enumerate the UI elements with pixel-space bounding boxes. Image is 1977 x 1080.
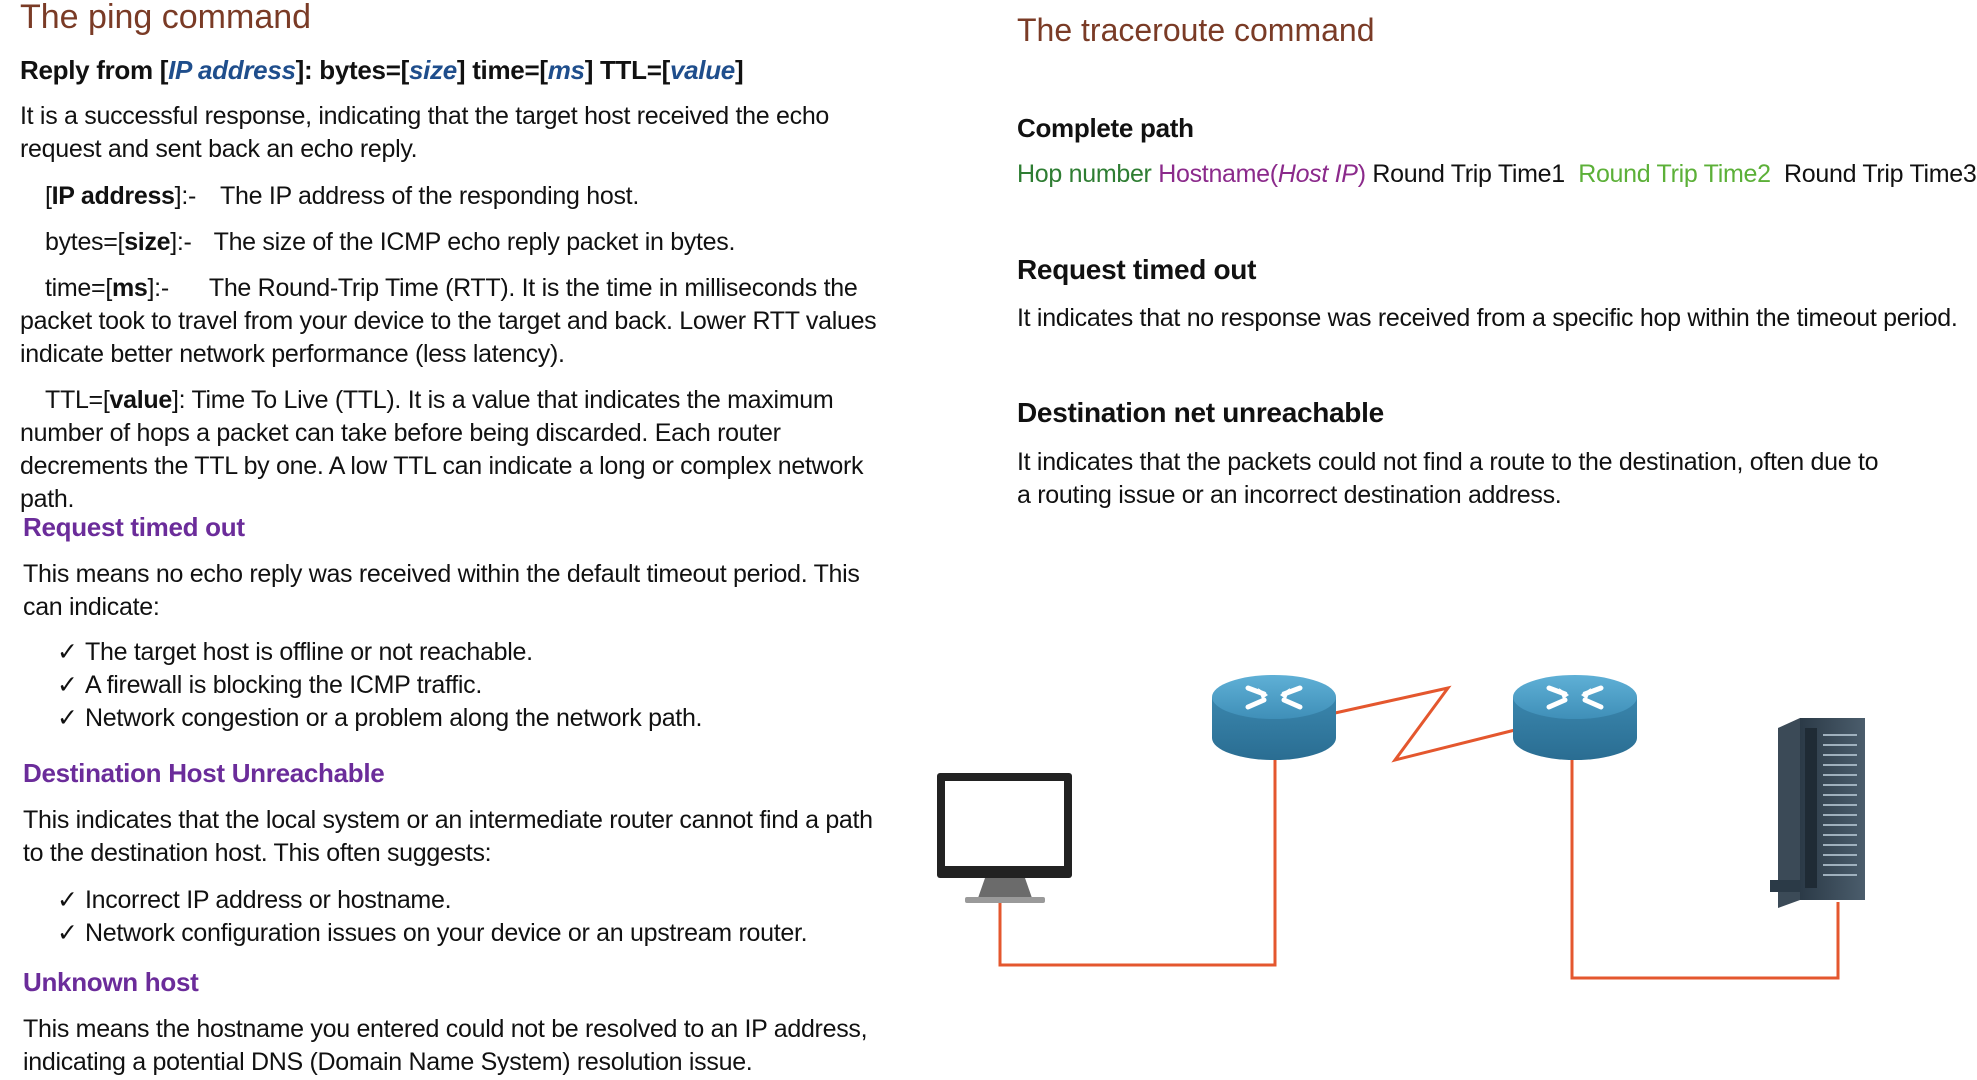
ping-intro: It is a successful response, indicating that the target host received the echo request and sent back an echo reply. [20, 102, 830, 163]
computer-monitor-icon [937, 773, 1072, 903]
server-tower-icon [1770, 718, 1865, 908]
complete-path-heading: Complete path [1017, 113, 1194, 143]
tr-net-unreach-heading: Destination net unreachable [1017, 397, 1384, 428]
list-item: ✓ A firewall is blocking the ICMP traffic. [45, 669, 865, 702]
router-icon-1 [1212, 675, 1336, 760]
def-bytes: bytes=[size]:- The size of the ICMP echo reply packet in bytes. [45, 228, 736, 256]
ping-reply-format: Reply from [IP address]: bytes=[size] time=[ms] TTL=[value] [20, 55, 744, 85]
link-router1-router2-wan [1335, 688, 1515, 760]
def-ttl: TTL=[value]: Time To Live (TTL). It is a value that indicates the maximum number of hops a packet can take before being discarded. Each router decrements the TTL by one. A low TTL can indicate a long or complex network path. [20, 386, 864, 513]
ping-timed-out-text: This means no echo reply was received within the default timeout period. This can indicate: [23, 560, 860, 621]
ping-dest-unreach-text: This indicates that the local system or an intermediate router cannot find a path to the destination host. This often suggests: [23, 806, 873, 867]
ping-unknown-heading: Unknown host [23, 967, 199, 997]
router-icon-2 [1513, 675, 1637, 760]
tr-net-unreach-text: It indicates that the packets could not find a route to the destination, often due to a routing issue or an incorrect destination address. [1017, 448, 1879, 509]
traceroute-title: The traceroute command [1017, 12, 1375, 48]
def-ip-address: [IP address]:- The IP address of the responding host. [45, 182, 639, 210]
complete-path-format: Hop number Hostname(Host IP) Round Trip Time1 Round Trip Time2 Round Trip Time3 [1017, 160, 1977, 188]
check-icon: ✓ [57, 919, 78, 947]
def-time: time=[ms]:- The Round-Trip Time (RTT). It is the time in milliseconds the packet took to travel from your device to the target and back. Lower RTT values indicate better network performance (less latency). [20, 274, 877, 368]
ping-unknown-text: This means the hostname you entered could not be resolved to an IP address, indicating a potential DNS (Domain Name System) resolution issue. [23, 1015, 868, 1076]
network-links [1000, 688, 1838, 978]
list-item: ✓ Network congestion or a problem along the network path. [45, 702, 865, 735]
ping-title: The ping command [20, 0, 312, 36]
tr-timed-out-heading: Request timed out [1017, 254, 1257, 285]
list-item: ✓ Network configuration issues on your device or an upstream router. [45, 917, 865, 950]
tr-timed-out-text: It indicates that no response was received from a specific hop within the timeout period. [1017, 304, 1958, 332]
ping-dest-unreach-heading: Destination Host Unreachable [23, 758, 385, 788]
ping-timed-out-heading: Request timed out [23, 512, 245, 542]
check-icon: ✓ [57, 886, 78, 914]
check-icon: ✓ [57, 704, 78, 732]
list-item: ✓ Incorrect IP address or hostname. [45, 884, 865, 917]
check-icon: ✓ [57, 638, 78, 666]
list-item: ✓ The target host is offline or not reachable. [45, 636, 865, 669]
check-icon: ✓ [57, 671, 78, 699]
